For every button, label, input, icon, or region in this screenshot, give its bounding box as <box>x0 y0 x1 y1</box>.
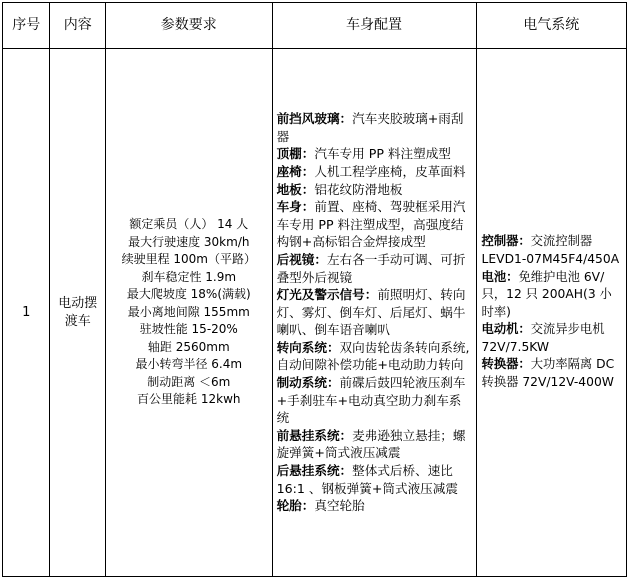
body-config-item <box>273 374 476 427</box>
body-config-text: 人机工程学座椅，皮革面料 <box>314 163 466 179</box>
body-config-label: 后悬挂系统： <box>276 463 353 479</box>
electrical-list <box>477 233 626 391</box>
cell-content <box>50 49 106 577</box>
body-config-text: 整体式后桥、速比 16:1 、钢板弹簧+筒式液压减震 <box>276 463 458 496</box>
body-config-label: 转向系统： <box>276 339 340 355</box>
header-row <box>3 3 627 49</box>
body-config-label: 灯光及警示信号： <box>276 287 378 303</box>
body-config-label: 后视镜： <box>276 251 327 267</box>
body-config-label: 前挡风玻璃： <box>276 111 353 127</box>
header-electrical: 电气系统 <box>476 3 626 49</box>
cell-electrical <box>476 49 626 577</box>
electrical-item <box>477 321 626 356</box>
header-content: 内容 <box>50 3 106 49</box>
body-config-item <box>273 110 476 145</box>
param-line: 最大爬坡度 18%(满载) <box>126 287 251 302</box>
body-config-label: 地板： <box>276 181 315 197</box>
body-config-item <box>273 163 476 181</box>
header-seq: 序号 <box>3 3 50 49</box>
electrical-label: 电动机： <box>481 322 531 337</box>
param-line: 续驶里程 100m（平路） <box>121 252 256 267</box>
body-config-item <box>273 198 476 251</box>
body-config-item <box>273 497 476 515</box>
electrical-text: 交流控制器 LEVD1-07M45F4/450A <box>481 234 620 266</box>
body-config-label: 轮胎： <box>276 498 315 514</box>
header-body-config: 车身配置 <box>272 3 476 49</box>
body-config-text: 真空轮胎 <box>314 498 365 514</box>
electrical-label: 转换器： <box>481 357 531 372</box>
param-line: 最小转弯半径 6.4m <box>135 357 243 372</box>
param-line: 刹车稳定性 1.9m <box>141 269 237 284</box>
body-config-item <box>273 145 476 163</box>
body-config-item <box>273 251 476 286</box>
cell-seq: 1 <box>3 49 50 577</box>
spec-table <box>2 2 627 577</box>
table-row <box>3 49 627 577</box>
body-config-text: 前置、座椅、驾驶框采用汽车专用 PP 料注塑成型，高强度结构钢+高标铝合金焊接成型 <box>276 199 466 250</box>
body-config-item <box>273 181 476 199</box>
param-line: 额定乘员（人） 14 人 <box>129 217 249 232</box>
cell-body-config <box>272 49 476 577</box>
electrical-text: 大功率隔离 DC 转换器 72V/12V-400W <box>481 357 615 390</box>
param-line: 最小离地间隙 155mm <box>127 304 250 319</box>
body-config-label: 顶棚： <box>276 146 315 162</box>
body-config-text: 汽车夹胶玻璃+雨刮器 <box>276 111 464 144</box>
body-config-text: 麦弗逊独立悬挂；螺旋弹簧+筒式液压减震 <box>276 427 466 461</box>
param-line: 驻坡性能 15-20% <box>139 322 238 337</box>
electrical-label: 控制器： <box>481 234 531 249</box>
body-config-text: 铝花纹防滑地板 <box>314 181 403 197</box>
body-config-text: 汽车专用 PP 料注塑成型 <box>314 146 451 162</box>
electrical-label: 电池： <box>481 269 519 284</box>
body-config-label: 制动系统： <box>276 375 340 391</box>
body-config-label: 前悬挂系统： <box>276 427 353 443</box>
body-config-text: 双向齿轮齿条转向系统,自动间隙补偿功能+电动助力转向 <box>276 339 470 373</box>
electrical-text: 交流异步电机 72V/7.5KW <box>481 322 605 354</box>
body-config-text: 左右各一手动可调、可折叠型外后视镜 <box>276 251 466 285</box>
param-line: 制动距离 ＜6m <box>147 374 231 389</box>
body-config-item <box>273 339 476 374</box>
param-line: 轴距 2560mm <box>147 339 230 354</box>
body-config-list <box>273 110 476 515</box>
params-list <box>106 216 272 409</box>
param-line: 百公里能耗 12kwh <box>137 392 241 407</box>
body-config-item <box>273 427 476 462</box>
electrical-item <box>477 233 626 268</box>
body-config-label: 车身： <box>276 199 315 215</box>
cell-params <box>105 49 272 577</box>
body-config-item <box>273 286 476 339</box>
body-config-item <box>273 462 476 497</box>
electrical-text: 免维护电池 6V/只，12 只 200AH(3 小时率) <box>481 269 612 319</box>
header-params: 参数要求 <box>105 3 272 49</box>
electrical-item <box>477 356 626 391</box>
param-line: 最大行驶速度 30km/h <box>128 234 250 249</box>
body-config-text: 前碟后鼓四轮液压刹车+手刹驻车+电动真空助力刹车系统 <box>276 375 466 426</box>
content-text: 电动摆渡车 <box>58 295 98 329</box>
electrical-item <box>477 269 626 322</box>
body-config-label: 座椅： <box>276 163 315 179</box>
body-config-text: 前照明灯、转向灯、雾灯、倒车灯、后尾灯、蜗牛喇叭、倒车语音喇叭 <box>276 287 466 338</box>
